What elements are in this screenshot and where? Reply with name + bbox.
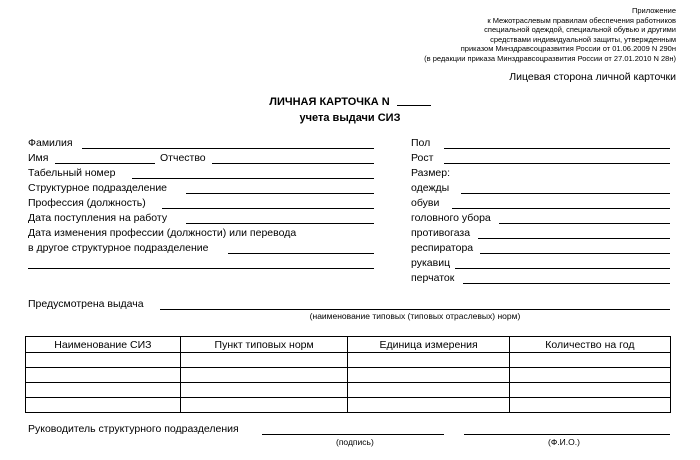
profession-line[interactable] [162, 208, 374, 209]
table-row [26, 368, 671, 383]
table-cell[interactable] [509, 353, 670, 368]
field-label-gasmask: противогаза [411, 227, 471, 239]
card-title [0, 96, 700, 108]
table-cell[interactable] [180, 353, 348, 368]
field-label-tab-number: Табельный номер [28, 167, 116, 179]
field-label-patronymic: Отчество [160, 152, 206, 164]
table-cell[interactable] [509, 398, 670, 413]
signature-label: Руководитель структурного подразделения [28, 423, 239, 435]
card-number-line [397, 105, 431, 106]
card-title-text: ЛИЧНАЯ КАРТОЧКА N [269, 96, 390, 108]
table-header-cell: Пункт типовых норм [180, 337, 348, 353]
signature-line[interactable] [262, 434, 444, 435]
table-cell[interactable] [180, 368, 348, 383]
appendix-note [424, 6, 676, 64]
table-header-cell: Единица измерения [348, 337, 509, 353]
field-label-height: Рост [411, 152, 434, 164]
appendix-line: приказом Минздравсоцразвития России от 01.06.2009 N 290н [460, 44, 676, 54]
mittens-line[interactable] [455, 268, 670, 269]
table-row [26, 383, 671, 398]
transfer-line[interactable] [228, 253, 374, 254]
table-cell[interactable] [180, 398, 348, 413]
table-cell[interactable] [26, 383, 181, 398]
table-cell[interactable] [26, 353, 181, 368]
field-label-transfer: в другое структурное подразделение [28, 242, 209, 254]
table-cell[interactable] [348, 368, 509, 383]
patronymic-line[interactable] [212, 163, 374, 164]
table-cell[interactable] [26, 398, 181, 413]
appendix-line: к Межотраслевым правилам обеспечения работников [487, 15, 676, 25]
sex-line[interactable] [444, 148, 670, 149]
respirator-line[interactable] [480, 253, 670, 254]
gasmask-line[interactable] [478, 238, 670, 239]
table-cell[interactable] [509, 368, 670, 383]
signature-caption: (подпись) [336, 437, 374, 447]
table-cell[interactable] [180, 383, 348, 398]
field-label-headwear: головного убора [411, 212, 491, 224]
full-name-line[interactable] [464, 434, 670, 435]
field-label-hire-date: Дата поступления на работу [28, 212, 168, 224]
table-cell[interactable] [509, 383, 670, 398]
field-label-mittens: рукавиц [411, 257, 451, 269]
tab-number-line[interactable] [132, 178, 374, 179]
appendix-line: специальной одеждой, специальной обувью и другими [484, 25, 676, 35]
field-label-gloves: перчаток [411, 272, 455, 284]
side-label: Лицевая сторона личной карточки [509, 71, 676, 83]
field-label-change-date: Дата изменения профессии (должности) или перевода [28, 227, 297, 239]
appendix-line: (в редакции приказа Минздравсоцразвития России от 27.01.2010 N 28н) [424, 53, 676, 63]
gloves-line[interactable] [463, 283, 670, 284]
field-label-clothes: одежды [411, 182, 450, 194]
field-label-surname: Фамилия [28, 137, 73, 149]
full-name-caption: (Ф.И.О.) [548, 437, 580, 447]
surname-line[interactable] [82, 148, 374, 149]
issuance-line[interactable] [160, 309, 670, 310]
field-label-size: Размер: [411, 167, 451, 179]
field-label-sex: Пол [411, 137, 431, 149]
table-cell[interactable] [348, 398, 509, 413]
department-line[interactable] [186, 193, 374, 194]
field-label-department: Структурное подразделение [28, 182, 168, 194]
siz-table [25, 336, 671, 413]
field-label-respirator: респиратора [411, 242, 474, 254]
issuance-caption: (наименование типовых (типовых отраслевых) норм) [309, 311, 521, 321]
extra-line[interactable] [28, 268, 374, 269]
headwear-line[interactable] [499, 223, 670, 224]
table-cell[interactable] [26, 368, 181, 383]
shoes-line[interactable] [452, 208, 670, 209]
table-row [26, 398, 671, 413]
field-label-name: Имя [28, 152, 49, 164]
field-label-profession: Профессия (должность) [28, 197, 146, 209]
appendix-line: Приложение [632, 6, 676, 15]
table-row [26, 353, 671, 368]
table-cell[interactable] [348, 383, 509, 398]
table-header-cell: Наименование СИЗ [26, 337, 181, 353]
table-header-cell: Количество на год [509, 337, 670, 353]
issuance-label: Предусмотрена выдача [28, 298, 144, 310]
card-subtitle: учета выдачи СИЗ [299, 112, 401, 124]
clothes-line[interactable] [461, 193, 670, 194]
table-header-row [26, 337, 671, 353]
table-cell[interactable] [348, 353, 509, 368]
field-label-shoes: обуви [411, 197, 440, 209]
height-line[interactable] [444, 163, 670, 164]
hire-date-line[interactable] [186, 223, 374, 224]
name-line[interactable] [55, 163, 155, 164]
appendix-line: средствами индивидуальной защиты, утвержденным [490, 34, 676, 44]
